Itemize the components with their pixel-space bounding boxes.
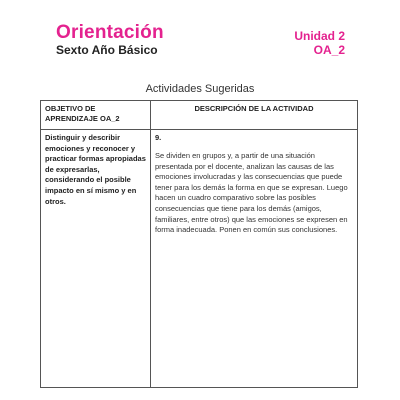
oa-label: OA_2 <box>313 43 345 57</box>
activity-description: Se dividen en grupos y, a partir de una situación presentada por el docente, analizan las causas de las emociones involucradas y las consecuencias que puede tener para los demás la forma en que se expresan. Luego hacen un cuadro comparativo sobre las posibles consecuencias que tiene para los demás (amigos, familiares, entre otros) que las emociones se expresen en forma inadecuada. Ponen en común sus conclusiones. <box>155 151 348 235</box>
objective-cell <box>41 130 151 388</box>
activity-number: 9. <box>155 133 162 142</box>
description-cell <box>151 130 358 388</box>
unit-label: Unidad 2 <box>294 29 345 43</box>
activities-table <box>40 100 358 388</box>
description-column-header: DESCRIPCIÓN DE LA ACTIVIDAD <box>151 101 358 130</box>
table-row <box>41 130 358 388</box>
objective-text: Distinguir y describir emociones y reconocer y practicar formas apropiadas de expresarlas, considerando el posible impacto en sí mismo y en otros. <box>45 133 146 206</box>
table-header-row <box>41 101 358 130</box>
objective-column-header: OBJETIVO DE APRENDIZAJE OA_2 <box>41 101 151 130</box>
section-title: Actividades Sugeridas <box>145 83 255 95</box>
grade-label: Sexto Año Básico <box>56 43 158 57</box>
subject-title: Orientación <box>56 22 164 43</box>
